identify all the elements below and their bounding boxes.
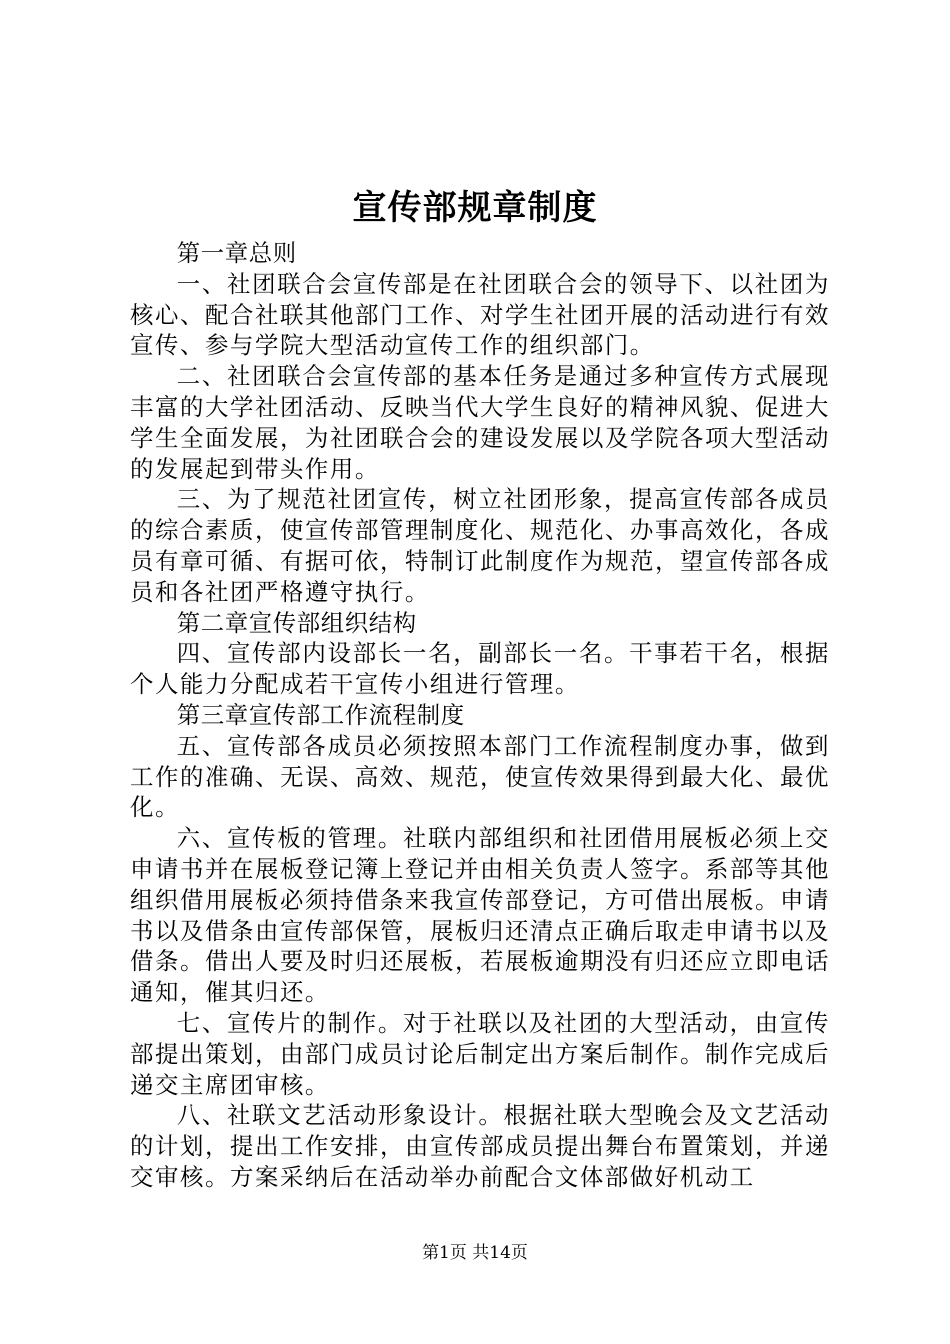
paragraph: 七、宣传片的制作。对于社联以及社团的大型活动，由宣传部提出策划，由部门成员讨论后制定出方案后制作。制作完成后递交主席团审核。 [130, 1008, 830, 1099]
paragraph: 四、宣传部内设部长一名，副部长一名。干事若干名，根据个人能力分配成若干宣传小组进行管理。 [130, 639, 830, 699]
chapter-heading: 第二章宣传部组织结构 [176, 608, 417, 637]
paragraph: 一、社团联合会宣传部是在社团联合会的领导下、以社团为核心、配合社联其他部门工作、对学生社团开展的活动进行有效宣传、参与学院大型活动宣传工作的组织部门。 [130, 269, 830, 360]
document-title: 宣传部规章制度 [352, 188, 598, 228]
paragraph: 六、宣传板的管理。社联内部组织和社团借用展板必须上交申请书并在展板登记簿上登记并由相关负责人签字。系部等其他组织借用展板必须持借条来我宣传部登记，方可借出展板。申请书以及借条由宣传部保管，展板归还清点正确后取走申请书以及借条。借出人要及时归还展板，若展板逾期没有归还应立即电话通知，催其归还。 [130, 824, 830, 1007]
page-footer: 第1页 共14页 [422, 1243, 528, 1263]
paragraph: 五、宣传部各成员必须按照本部门工作流程制度办事，做到工作的准确、无误、高效、规范，使宣传效果得到最大化、最优化。 [130, 731, 830, 822]
chapter-heading: 第三章宣传部工作流程制度 [176, 700, 465, 729]
paragraph: 八、社联文艺活动形象设计。根据社联大型晚会及文艺活动的计划，提出工作安排，由宣传部成员提出舞台布置策划，并递交审核。方案采纳后在活动举办前配合文体部做好机动工 [130, 1101, 830, 1191]
document-body [130, 238, 830, 1193]
paragraph: 二、社团联合会宣传部的基本任务是通过多种宣传方式展现丰富的大学社团活动、反映当代大学生良好的精神风貌、促进大学生全面发展，为社团联合会的建设发展以及学院各项大型活动的发展起到带头作用。 [130, 362, 830, 483]
chapter-heading: 第一章总则 [176, 239, 297, 267]
paragraph: 三、为了规范社团宣传，树立社团形象，提高宣传部各成员的综合素质，使宣传部管理制度化、规范化、办事高效化，各成员有章可循、有据可依，特制订此制度作为规范，望宣传部各成员和各社团严格遵守执行。 [130, 485, 830, 606]
